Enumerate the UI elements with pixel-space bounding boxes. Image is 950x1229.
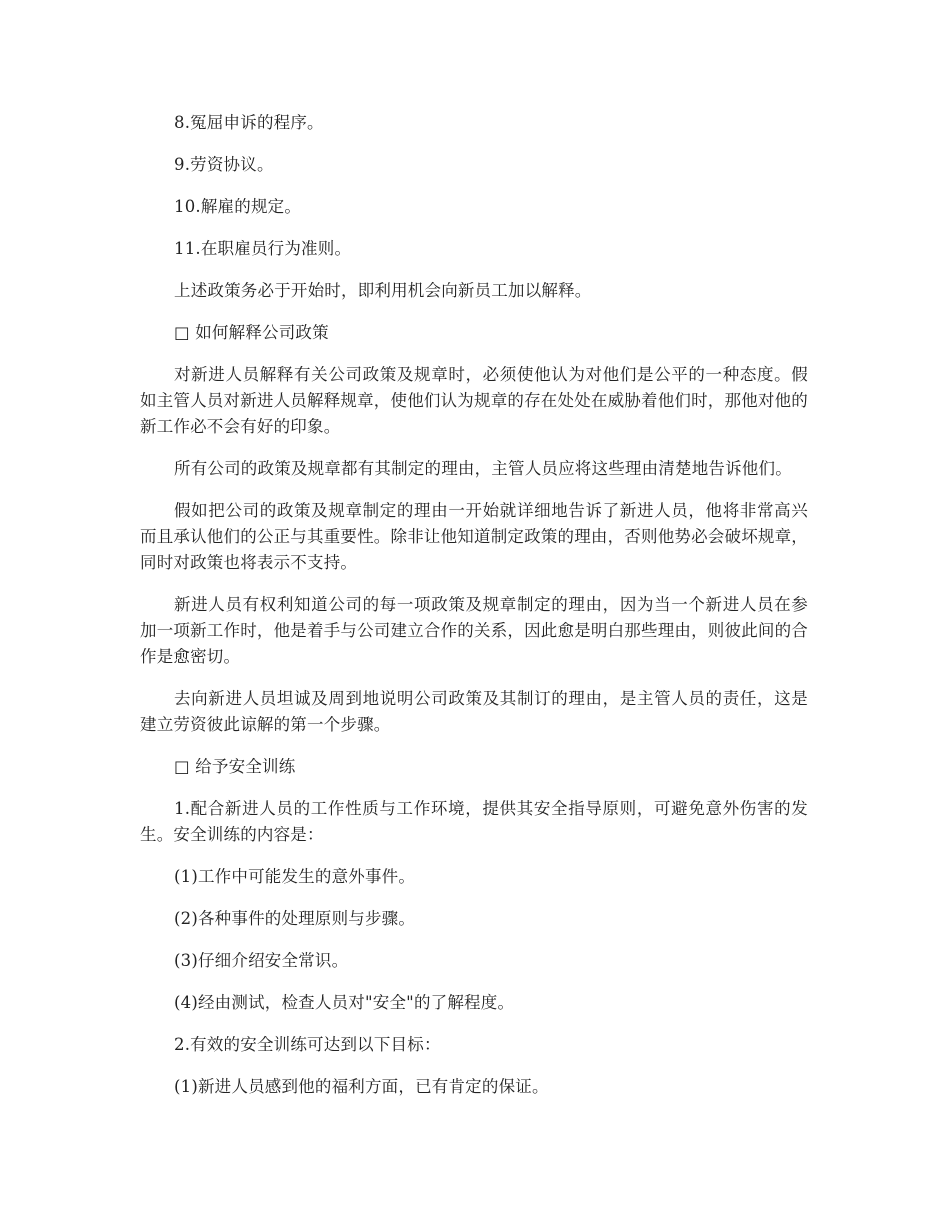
paragraph-supervisor-responsibility: 去向新进人员坦诚及周到地说明公司政策及其制订的理由，是主管人员的责任，这是建立劳资彼此谅解的第一个步骤。 [140,689,808,734]
paragraph-policy-reasons: 所有公司的政策及规章都有其制定的理由，主管人员应将这些理由清楚地告诉他们。 [174,459,792,478]
list-item-safety-test: (4)经由测试，检查人员对"安全"的了解程度。 [174,993,515,1012]
list-item-labor-agreement: 9.劳资协议。 [174,155,274,174]
list-item-safety-knowledge: (3)仔细介绍安全常识。 [174,951,349,970]
paragraph-explain-at-start: 上述政策务必于开始时，即利用机会向新员工加以解释。 [174,281,592,300]
section-heading-safety-training: □ 给予安全训练 [174,757,296,776]
list-item-possible-accidents: (1)工作中可能发生的意外事件。 [174,867,416,886]
list-item-dismissal: 10.解雇的规定。 [174,197,302,216]
list-item-code-of-conduct: 11.在职雇员行为准则。 [174,239,352,258]
list-item-handling-steps: (2)各种事件的处理原则与步骤。 [174,909,416,928]
paragraph-training-goals: 2.有效的安全训练可达到以下目标： [174,1035,441,1054]
list-item-grievance: 8.冤屈申诉的程序。 [174,113,324,132]
paragraph-right-to-know: 新进人员有权利知道公司的每一项政策及规章制定的理由，因为当一个新进人员在参加一项新工作时，他是着手与公司建立合作的关系，因此愈是明白那些理由，则彼此间的合作是愈密切。 [140,595,808,666]
paragraph-explain-reasons-early: 假如把公司的政策及规章制定的理由一开始就详细地告诉了新进人员，他将非常高兴而且承认他们的公正与其重要性。除非让他知道制定政策的理由，否则他势必会破坏规章，同时对政策也将表示不支持。 [140,501,808,572]
document-body [140,110,808,1116]
paragraph-safety-principles: 1.配合新进人员的工作性质与工作环境，提供其安全指导原则，可避免意外伤害的发生。安全训练的内容是： [140,799,808,844]
paragraph-fair-attitude: 对新进人员解释有关公司政策及规章时，必须使他认为对他们是公平的一种态度。假如主管人员对新进人员解释规章，使他们认为规章的存在处处在威胁着他们时，那他对他的新工作必不会有好的印象。 [140,365,808,436]
section-heading-explain-policy: □ 如何解释公司政策 [174,323,329,342]
list-item-welfare-guarantee: (1)新进人员感到他的福利方面，已有肯定的保证。 [174,1077,549,1096]
